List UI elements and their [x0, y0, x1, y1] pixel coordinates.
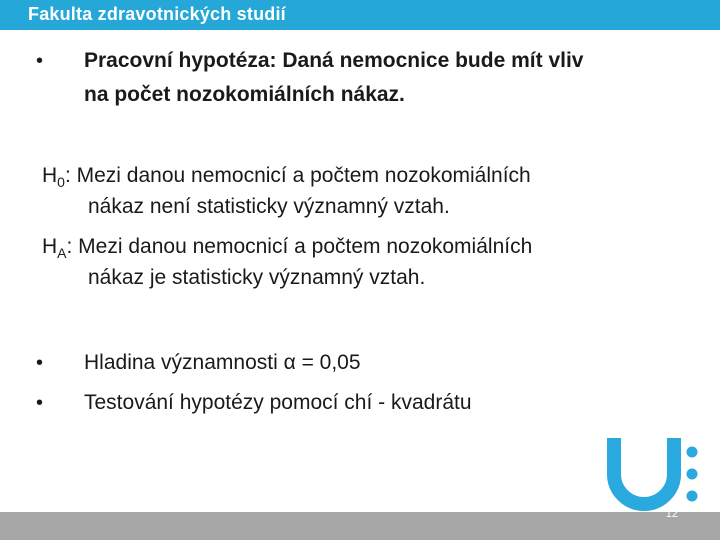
working-hypothesis-line1: Pracovní hypotéza: Daná nemocnice bude mít vliv [84, 49, 584, 72]
ha-text: : Mezi danou nemocnicí a počtem nozokomiálních [66, 235, 533, 258]
test-details [0, 346, 720, 426]
h0-text: : Mezi danou nemocnicí a počtem nozokomiálních [64, 164, 531, 187]
bullet-marker: • [36, 392, 44, 414]
ha-subscript: A [57, 245, 67, 261]
h0-subscript: 0 [57, 174, 65, 190]
null-hypothesis-line1 [42, 160, 531, 193]
ha-letter: H [42, 235, 58, 258]
h0-letter: H [42, 164, 58, 187]
bullet-marker: • [36, 352, 44, 374]
header-title: Fakulta zdravotnických studií [28, 4, 286, 24]
working-hypothesis [0, 44, 720, 112]
alternative-hypothesis-line1 [42, 231, 532, 264]
bullet-marker: • [36, 50, 44, 72]
test-method: Testování hypotézy pomocí chí - kvadrátu [84, 391, 472, 414]
university-u-logo-icon [606, 430, 698, 514]
page-number: 12 [665, 508, 678, 520]
null-hypothesis-line2: nákaz není statisticky významný vztah. [88, 195, 450, 218]
header-bar [0, 0, 720, 30]
hypotheses [0, 160, 720, 300]
alternative-hypothesis-line2: nákaz je statisticky významný vztah. [88, 266, 426, 289]
significance-level: Hladina významnosti α = 0,05 [84, 351, 361, 374]
working-hypothesis-line2: na počet nozokomiálních nákaz. [84, 83, 405, 106]
footer-bar [0, 512, 720, 540]
